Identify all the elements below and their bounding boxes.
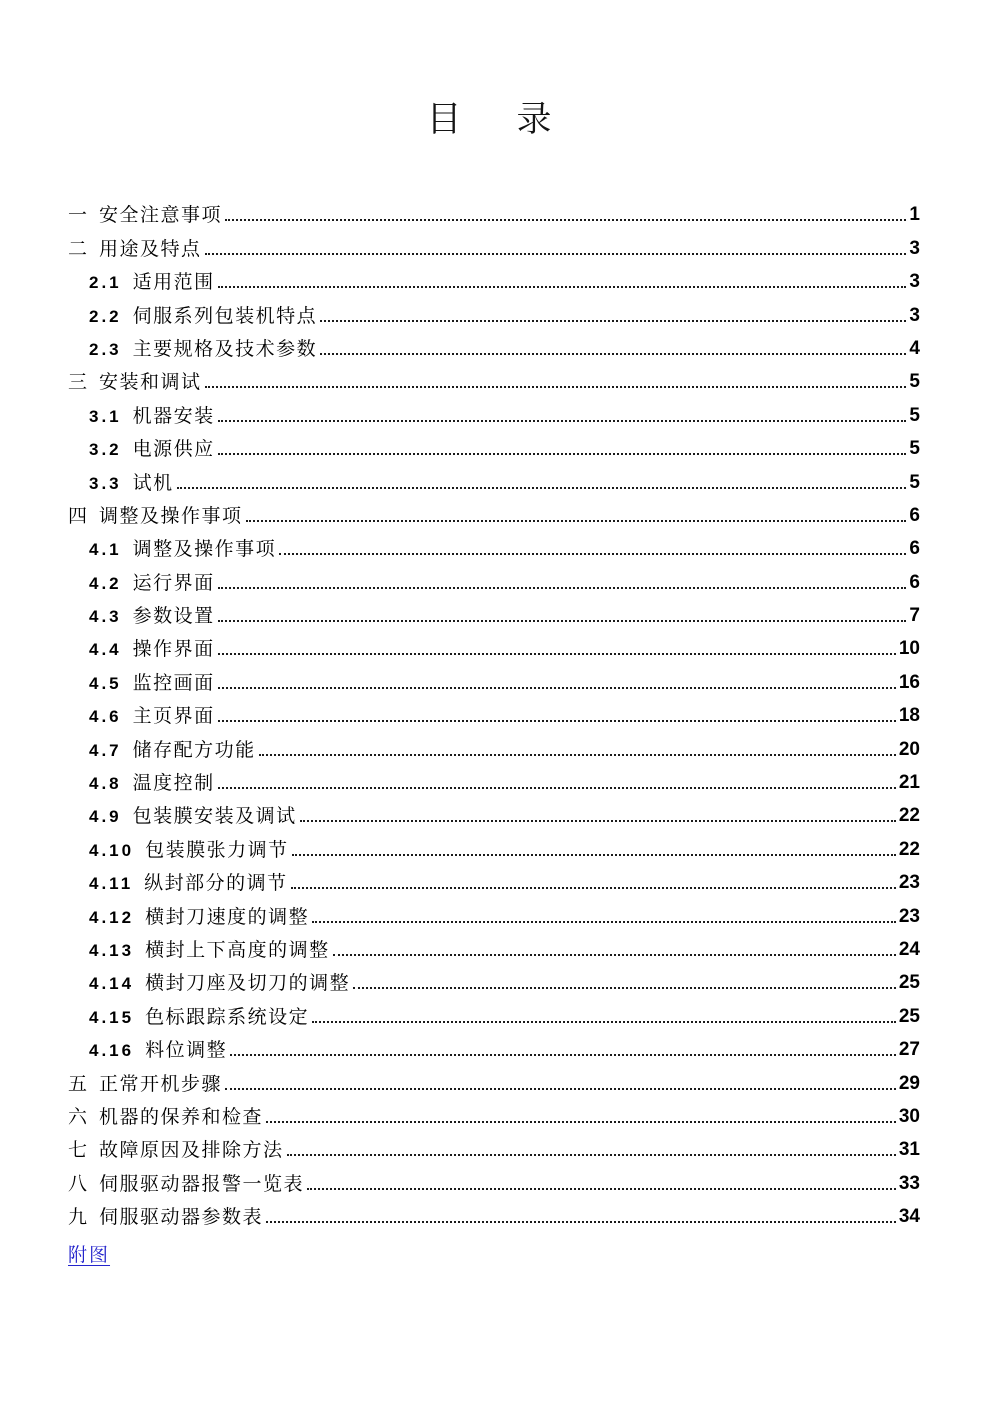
toc-entry-number: 二: [68, 238, 89, 260]
toc-list: [68, 192, 920, 1227]
toc-entry-number: 八: [68, 1173, 89, 1195]
toc-entry-page: 30: [898, 1105, 920, 1127]
toc-entry-page: 7: [909, 605, 920, 627]
toc-entry-number: 六: [68, 1106, 89, 1128]
toc-entry[interactable]: [68, 1160, 920, 1193]
toc-entry-number: 4.5: [89, 673, 122, 693]
toc-entry-label: 试机: [132, 472, 174, 494]
toc-entry-page: 27: [898, 1039, 920, 1061]
toc-entry[interactable]: [68, 626, 920, 659]
toc-entry-page: 22: [898, 805, 920, 827]
toc-entry-label: 故障原因及排除方法: [99, 1140, 284, 1162]
dot-leader: [218, 453, 907, 455]
dot-leader: [218, 286, 907, 288]
toc-entry-page: 4: [909, 337, 920, 359]
dot-leader: [218, 620, 907, 622]
toc-entry[interactable]: [68, 493, 920, 526]
toc-entry-label: 参数设置: [132, 606, 215, 628]
toc-entry-page: 20: [898, 738, 920, 760]
toc-entry-label: 伺服驱动器参数表: [99, 1207, 264, 1229]
toc-entry-page: 6: [909, 504, 920, 526]
toc-entry-label: 温度控制: [132, 773, 215, 795]
toc-entry-label: 机器安装: [132, 405, 215, 427]
toc-entry-page: 6: [909, 538, 920, 560]
toc-entry-number: 4.2: [89, 573, 122, 593]
toc-entry-number: 4.15: [89, 1007, 135, 1027]
toc-entry[interactable]: [68, 793, 920, 826]
toc-entry[interactable]: [68, 659, 920, 692]
toc-entry[interactable]: [68, 760, 920, 793]
dot-leader: [307, 1188, 896, 1190]
appendix-link[interactable]: 附图: [68, 1245, 111, 1267]
toc-entry-label: 主要规格及技术参数: [132, 338, 318, 360]
toc-entry[interactable]: [68, 1094, 920, 1127]
toc-entry-page: 10: [898, 638, 920, 660]
toc-entry-label: 用途及特点: [99, 238, 202, 260]
toc-entry-label: 电源供应: [132, 439, 215, 461]
toc-entry-number: 3.2: [89, 440, 122, 460]
toc-entry[interactable]: [68, 426, 920, 459]
toc-entry-label: 色标跟踪系统设定: [145, 1006, 310, 1028]
toc-entry-page: 25: [898, 972, 920, 994]
toc-entry-page: 23: [898, 905, 920, 927]
toc-entry-number: 九: [68, 1207, 89, 1229]
toc-entry[interactable]: [68, 392, 920, 425]
dot-leader: [333, 954, 896, 956]
toc-entry[interactable]: [68, 960, 920, 993]
dot-leader: [218, 587, 907, 589]
toc-entry-label: 储存配方功能: [132, 739, 256, 761]
toc-entry[interactable]: [68, 292, 920, 325]
dot-leader: [353, 987, 896, 989]
toc-entry-number: 3.1: [89, 406, 122, 426]
dot-leader: [287, 1154, 896, 1156]
dot-leader: [205, 253, 907, 255]
dot-leader: [300, 820, 896, 822]
toc-entry-number: 4.4: [89, 640, 122, 660]
toc-entry-number: 4.16: [89, 1041, 135, 1061]
toc-entry[interactable]: [68, 726, 920, 759]
page-title: 目 录: [426, 100, 562, 139]
dot-leader: [266, 1221, 896, 1223]
toc-entry-number: 四: [68, 505, 89, 527]
toc-entry-number: 一: [68, 205, 89, 227]
toc-entry-number: 2.3: [89, 339, 122, 359]
toc-entry-number: 4.3: [89, 607, 122, 627]
toc-entry[interactable]: [68, 860, 920, 893]
dot-leader: [320, 320, 906, 322]
toc-entry-number: 三: [68, 372, 89, 394]
toc-entry-label: 横封刀速度的调整: [145, 906, 310, 928]
toc-entry-page: 5: [909, 404, 920, 426]
toc-entry-number: 3.3: [89, 473, 122, 493]
toc-entry-label: 伺服驱动器报警一览表: [99, 1173, 305, 1195]
toc-entry[interactable]: [68, 1060, 920, 1093]
toc-entry[interactable]: [68, 559, 920, 592]
dot-leader: [218, 687, 896, 689]
appendix-row: [68, 1240, 920, 1270]
toc-entry-page: 1: [909, 204, 920, 226]
toc-entry-number: 4.8: [89, 774, 122, 794]
toc-entry-number: 2.1: [89, 273, 122, 293]
toc-entry-number: 七: [68, 1140, 89, 1162]
toc-entry-page: 23: [898, 872, 920, 894]
toc-entry-page: 21: [898, 772, 920, 794]
dot-leader: [218, 720, 896, 722]
toc-entry-label: 调整及操作事项: [99, 505, 243, 527]
dot-leader: [205, 386, 907, 388]
dot-leader: [246, 520, 907, 522]
dot-leader: [218, 420, 907, 422]
toc-entry-label: 包装膜安装及调试: [132, 806, 297, 828]
toc-entry-label: 伺服系列包装机特点: [132, 305, 318, 327]
toc-entry-label: 监控画面: [132, 672, 215, 694]
toc-entry-number: 2.2: [89, 306, 122, 326]
toc-entry-page: 34: [898, 1206, 920, 1228]
toc-entry-label: 主页界面: [132, 706, 215, 728]
toc-entry[interactable]: [68, 225, 920, 258]
dot-leader: [312, 921, 896, 923]
toc-entry-page: 5: [909, 471, 920, 493]
toc-entry-page: 3: [909, 237, 920, 259]
toc-entry-label: 调整及操作事项: [132, 539, 277, 561]
dot-leader: [292, 854, 896, 856]
toc-entry-page: 3: [909, 271, 920, 293]
toc-entry[interactable]: [68, 526, 920, 559]
toc-entry-label: 安装和调试: [99, 372, 202, 394]
toc-entry[interactable]: [68, 359, 920, 392]
toc-entry-label: 操作界面: [132, 639, 215, 661]
toc-entry-label: 横封上下高度的调整: [145, 939, 330, 961]
toc-entry-page: 5: [909, 438, 920, 460]
dot-leader: [259, 754, 896, 756]
toc-entry[interactable]: [68, 1027, 920, 1060]
toc-entry-label: 料位调整: [145, 1040, 228, 1062]
toc-entry-label: 机器的保养和检查: [99, 1106, 264, 1128]
toc-entry-label: 安全注意事项: [99, 205, 223, 227]
toc-entry-page: 6: [909, 571, 920, 593]
dot-leader: [312, 1021, 896, 1023]
dot-leader: [218, 787, 896, 789]
toc-entry[interactable]: [68, 259, 920, 292]
toc-entry[interactable]: [68, 192, 920, 225]
toc-entry-label: 正常开机步骤: [99, 1073, 223, 1095]
toc-entry-label: 适用范围: [132, 272, 215, 294]
toc-entry-page: 29: [898, 1072, 920, 1094]
toc-entry[interactable]: [68, 927, 920, 960]
toc-entry-page: 25: [898, 1005, 920, 1027]
toc-entry-page: 22: [898, 838, 920, 860]
toc-entry-label: 包装膜张力调节: [145, 839, 289, 861]
toc-entry-page: 3: [909, 304, 920, 326]
toc-entry-page: 5: [909, 371, 920, 393]
toc-entry-page: 31: [898, 1139, 920, 1161]
dot-leader: [225, 219, 906, 221]
toc-entry-label: 纵封部分的调节: [144, 873, 288, 895]
toc-entry-number: 4.6: [89, 707, 122, 727]
toc-entry[interactable]: [68, 593, 920, 626]
dot-leader: [230, 1054, 896, 1056]
toc-entry[interactable]: [68, 1194, 920, 1227]
toc-entry[interactable]: [68, 326, 920, 359]
toc-entry-number: 4.13: [89, 940, 135, 960]
toc-entry[interactable]: [68, 826, 920, 859]
dot-leader: [177, 487, 907, 489]
toc-entry-number: 4.9: [89, 807, 122, 827]
toc-entry-number: 4.14: [89, 974, 135, 994]
toc-entry[interactable]: [68, 1127, 920, 1160]
toc-entry[interactable]: [68, 693, 920, 726]
toc-entry-number: 4.10: [89, 840, 135, 860]
dot-leader: [279, 553, 906, 555]
dot-leader: [291, 887, 896, 889]
toc-entry-label: 运行界面: [132, 572, 215, 594]
toc-entry-page: 18: [898, 705, 920, 727]
toc-entry-number: 4.11: [89, 874, 134, 894]
toc-entry-number: 五: [68, 1073, 89, 1095]
toc-entry-page: 24: [898, 938, 920, 960]
toc-entry[interactable]: [68, 893, 920, 926]
toc-entry[interactable]: [68, 459, 920, 492]
toc-entry-number: 4.12: [89, 907, 135, 927]
dot-leader: [266, 1121, 896, 1123]
toc-entry-label: 横封刀座及切刀的调整: [145, 973, 351, 995]
toc-entry-page: 16: [898, 671, 920, 693]
toc-entry-number: 4.7: [89, 740, 122, 760]
dot-leader: [225, 1088, 896, 1090]
toc-entry-number: 4.1: [89, 540, 122, 560]
dot-leader: [320, 353, 906, 355]
dot-leader: [218, 653, 896, 655]
toc-entry-page: 33: [898, 1172, 920, 1194]
toc-entry[interactable]: [68, 993, 920, 1026]
